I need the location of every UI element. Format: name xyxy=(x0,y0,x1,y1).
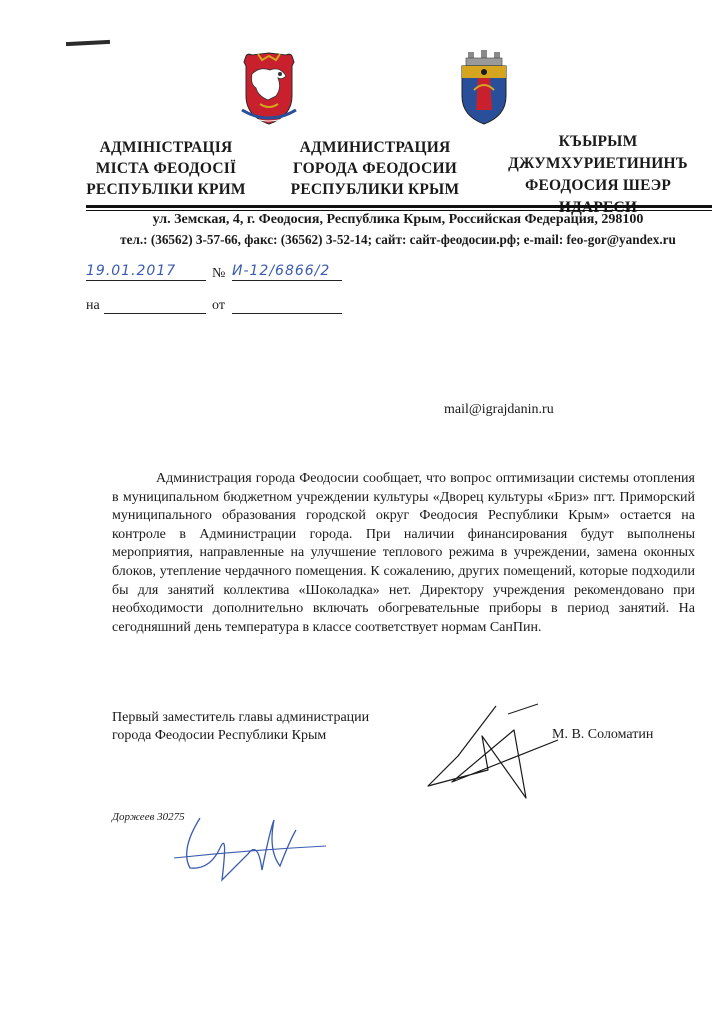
reg-date: 19.01.2017 xyxy=(86,263,177,279)
signatory-name: М. В. Соломатин xyxy=(552,727,654,742)
contacts-line: тел.: (36562) 3-57-66, факс: (36562) 3-52-14; сайт: сайт-феодосии.рф; e-mail: feo-gor@yandex.ru xyxy=(120,232,676,247)
executor-note: Доржеев 30275 xyxy=(112,811,185,823)
reply-to-underline xyxy=(104,296,206,314)
crimea-coat-of-arms-icon xyxy=(238,52,300,126)
header-russian-line: ГОРОДА ФЕОДОСИИ xyxy=(292,160,458,177)
corner-mark xyxy=(66,40,110,46)
reg-number-underline xyxy=(232,262,342,281)
header-ukrainian xyxy=(86,137,246,200)
reply-to-label: на xyxy=(86,298,100,313)
reg-number-sign: № xyxy=(212,266,226,281)
from-label: от xyxy=(212,298,225,313)
signature-handwritten xyxy=(418,700,568,810)
addressee-email: mail@igrajdanin.ru xyxy=(444,402,554,417)
header-crimean-tatar-line: ДЖУМХУРИЕТИНИНЪ xyxy=(508,155,688,172)
signatory-position-line: Первый заместитель главы администрации xyxy=(112,710,370,725)
header-crimean-tatar-line: КЪЫРЫМ xyxy=(558,133,638,150)
header-russian xyxy=(290,137,460,200)
signatory-position xyxy=(112,709,369,745)
signatory-position-line: города Феодосии Республики Крым xyxy=(112,728,327,743)
executor-signature xyxy=(170,810,330,900)
header-ukrainian-line: РЕСПУБЛІКИ КРИМ xyxy=(86,181,246,198)
header-crimean-tatar-line: ФЕОДОСИЯ ШЕЭР xyxy=(524,177,672,194)
header-ukrainian-line: АДМІНІСТРАЦІЯ xyxy=(99,139,233,156)
feodosia-coat-of-arms-icon xyxy=(456,50,512,126)
letter-body: Администрация города Феодосии сообщает, что вопрос оптимизации системы отопления в муниципальном бюджетном учреждении культуры «Дворец культуры «Бриз» пгт. Приморский муниципального образования городской округ Феодосия Республики Крым» остается на контроле в Администрации города. При наличии финансирования будут выполнены мероприятия, направленные на улучшение теплового режима в учреждении, замена оконных блоков, утепление чердачного помещения. К сожалению, других помещений, которые подходили бы для занятий коллектива «Шоколадка» нет. Директору учреждения рекомендовано при необходимости дополнительно включать обогревательные приборы в период занятий. На сегодняшний день температура в классе соответствует нормам СанПин. xyxy=(112,471,695,635)
reg-number: И-12/6866/2 xyxy=(232,263,331,279)
header-divider xyxy=(86,205,712,208)
header-divider-thin xyxy=(86,210,712,211)
header-russian-line: РЕСПУБЛИКИ КРЫМ xyxy=(290,181,460,198)
address-line: ул. Земская, 4, г. Феодосия, Республика Крым, Российская Федерация, 298100 xyxy=(152,212,644,227)
header-ukrainian-line: МІСТА ФЕОДОСІЇ xyxy=(95,160,237,177)
reg-date-underline xyxy=(86,262,206,281)
from-underline xyxy=(232,296,342,314)
header-russian-line: АДМИНИСТРАЦИЯ xyxy=(299,139,451,156)
